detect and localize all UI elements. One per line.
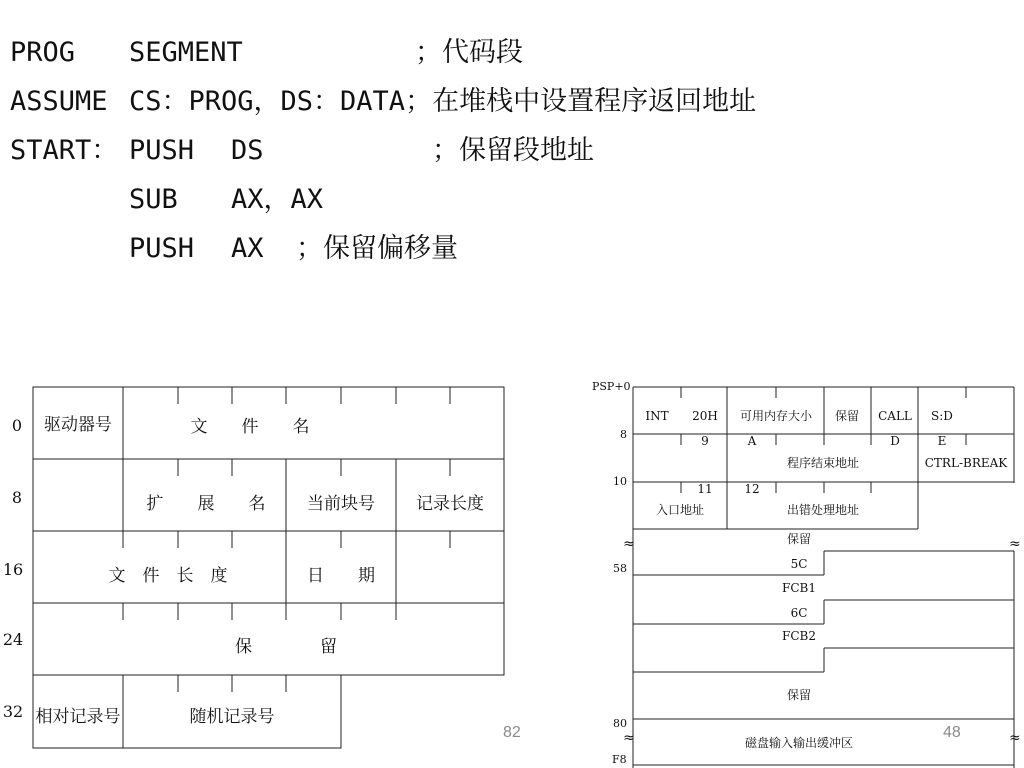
code-token: START： <box>10 135 119 166</box>
fcb-offset-label: 24 <box>2 630 24 649</box>
fcb-filename-label: 文 件 名 <box>190 417 310 437</box>
psp-fcb2-label: FCB2 <box>782 629 816 643</box>
psp-break-marks <box>623 536 1021 746</box>
fcb-relative-record-label: 相对记录号 <box>35 707 121 727</box>
fcb-offsets <box>3 416 23 721</box>
fcb-current-block-label: 当前块号 <box>307 494 375 514</box>
psp-memory-size-label: 可用内存大小 <box>739 409 813 423</box>
psp-index-label: 12 <box>744 482 760 496</box>
code-token: SUB <box>129 184 178 215</box>
code-comment: ；代码段 <box>415 37 523 68</box>
fcb-offset-label: 32 <box>2 702 24 721</box>
psp-index-label: 9 <box>701 434 709 448</box>
fcb-drive-label: 驱动器号 <box>44 415 112 435</box>
fcb-reserved-label: 保 留 <box>235 637 337 657</box>
psp-offset-label: PSP+0 <box>592 380 631 393</box>
fcb-offset-label: 16 <box>2 560 24 579</box>
break-mark-icon: ≈ <box>1009 536 1021 552</box>
psp-diagram <box>633 387 1014 768</box>
psp-call-label: CALL <box>878 409 912 423</box>
code-token: PROG <box>10 37 76 68</box>
psp-index-label: E <box>937 434 947 448</box>
code-token: PUSH <box>129 233 195 264</box>
fcb-random-record-label: 随机记录号 <box>189 707 275 727</box>
code-token: AX <box>231 233 264 264</box>
psp-offset-label: 58 <box>613 562 627 575</box>
psp-offset-label: 10 <box>613 475 627 488</box>
code-token: CS：PROG，DS：DATA；在堆栈中设置程序返回地址 <box>129 86 757 117</box>
psp-offset-label: 80 <box>613 717 627 730</box>
fcb-extension-label: 扩 展 名 <box>146 494 266 514</box>
psp-offset-label: 8 <box>620 428 627 441</box>
psp-reserved-label: 保留 <box>786 688 812 702</box>
break-mark-icon: ≈ <box>623 536 635 552</box>
code-token: DS <box>231 135 264 166</box>
code-comment: ；保留段地址 <box>432 135 594 166</box>
psp-dta-buffer-label: 磁盘输入输出缓冲区 <box>744 736 854 750</box>
psp-index-label: A <box>747 434 757 448</box>
psp-error-handler-label: 出错处理地址 <box>786 503 860 517</box>
page-number: 82 <box>503 724 521 741</box>
code-token: ASSUME <box>10 86 108 117</box>
fcb-record-length-label: 记录长度 <box>416 494 484 514</box>
fcb-file-length-label: 文 件 长 度 <box>108 566 228 586</box>
psp-fcb1-label: FCB1 <box>782 581 816 595</box>
psp-offsets <box>592 380 631 766</box>
psp-terminate-address-label: 程序结束地址 <box>786 456 860 470</box>
psp-6c-label: 6C <box>790 606 808 620</box>
break-mark-icon: ≈ <box>623 730 635 746</box>
psp-entry-address-label: 入口地址 <box>655 503 705 517</box>
code-token: AX，AX <box>231 184 324 215</box>
code-token: SEGMENT <box>129 37 243 68</box>
psp-reserved-small-label: 保留 <box>834 409 860 423</box>
fcb-diagram <box>33 387 504 748</box>
code-comment: ；保留偏移量 <box>296 233 458 264</box>
fcb-offset-label: 0 <box>11 416 23 435</box>
psp-ctrl-break-label: CTRL-BREAK <box>924 456 1008 470</box>
psp-5c-label: 5C <box>790 557 808 571</box>
psp-index-label: 11 <box>697 482 713 496</box>
fcb-date-label: 日 期 <box>307 566 375 586</box>
break-mark-icon: ≈ <box>1009 730 1021 746</box>
psp-index-label: D <box>890 434 900 448</box>
code-token: PUSH <box>129 135 195 166</box>
psp-reserved-label: 保留 <box>786 532 812 546</box>
psp-offset-label: F8 <box>612 753 627 766</box>
psp-int-label: INT <box>645 409 669 423</box>
fcb-offset-label: 8 <box>11 488 23 507</box>
psp-sd-label: S:D <box>931 409 953 423</box>
page-number: 48 <box>943 724 961 741</box>
psp-int20h-label: 20H <box>692 409 718 423</box>
